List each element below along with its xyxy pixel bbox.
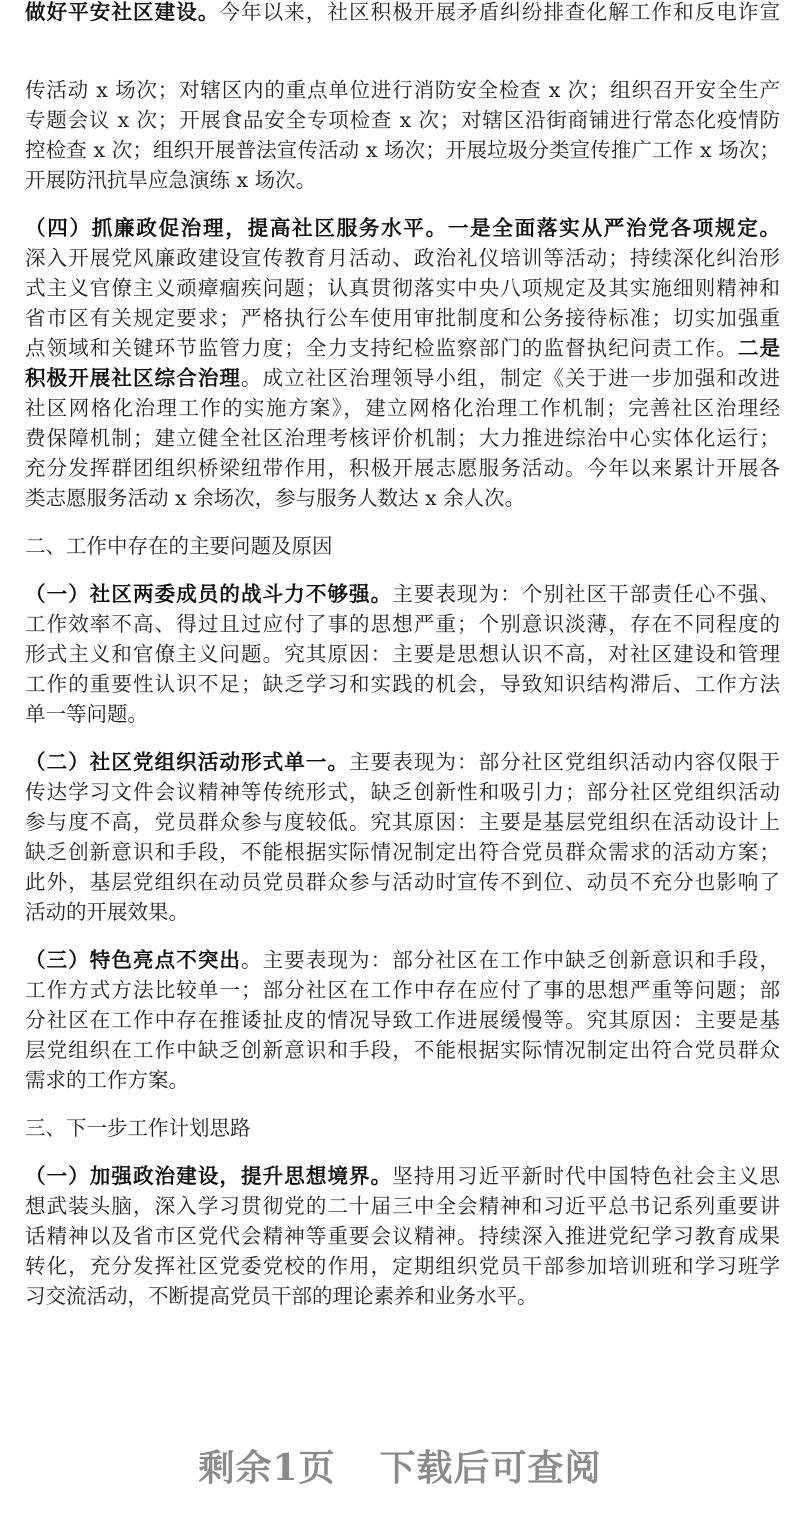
paragraph — [25, 1113, 780, 1143]
text-run: 专题会议 x 次；开展食品安全专项检查 x 次；对辖区沿街商铺进行常态化疫情防 — [25, 108, 780, 132]
text-run: 深入开展党风廉政建设宣传教育月活动、政治礼仪培训等活动；持续深化纠治形 — [25, 246, 780, 270]
text-run: 工作的重要性认识不足；缺乏学习和实践的机会，导致知识结构滞后、工作方法 — [25, 672, 780, 696]
text-line — [25, 945, 780, 975]
text-run: 单一等问题。 — [25, 702, 148, 726]
text-line — [25, 669, 780, 699]
text-run: 三、下一步工作计划思路 — [25, 1116, 251, 1140]
text-run: 点领域和关键环节监管力度；全力支持纪检监察部门的监督执纪问责工作。 — [25, 336, 738, 360]
download-prompt[interactable] — [0, 1446, 800, 1530]
remaining-pages-label: 剩余1页 — [198, 1447, 336, 1489]
text-run: 。主要表现为：部分社区在工作中缺乏创新意识和手段， — [241, 948, 781, 972]
text-line — [25, 273, 780, 303]
download-to-view-label: 下载后可查阅 — [379, 1447, 602, 1489]
text-run: 。成立社区治理领导小组，制定《关于进一步加强和改进 — [241, 366, 781, 390]
text-line — [25, 1191, 780, 1221]
text-line — [25, 165, 780, 195]
paragraph — [25, 213, 780, 513]
bold-text: （四）抓廉政促治理，提高社区服务水平。一是全面落实从严治党各项规定。 — [25, 216, 780, 240]
text-line — [25, 1281, 780, 1311]
text-line — [25, 1035, 780, 1065]
text-run: 习交流活动，不断提高党员干部的理论素养和业务水平。 — [25, 1284, 538, 1308]
text-run: 此外，基层党组织在动员党员群众参与活动时宣传不到位、动员不充分也影响了 — [25, 870, 780, 894]
bold-text: （一）社区两委成员的战斗力不够强。 — [25, 582, 393, 606]
text-run: 转化，充分发挥社区党委党校的作用，定期组织党员干部参加培训班和学习班学 — [25, 1254, 780, 1278]
text-line — [25, 135, 780, 165]
text-line — [25, 363, 780, 393]
text-run: 费保障机制；建立健全社区治理考核评价机制；大力推进综治中心实体化运行； — [25, 426, 780, 450]
text-run: 工作效率不高、得过且过应付了事的思想严重；个别意识淡薄，存在不同程度的 — [25, 612, 780, 636]
text-run: 今年以来，社区积极开展矛盾纠纷排查化解工作和反电诈宣 — [219, 0, 781, 24]
text-run: 话精神以及省市区党代会精神等重要会议精神。持续深入推进党纪学习教育成果 — [25, 1224, 780, 1248]
text-line — [25, 1161, 780, 1191]
text-run: 式主义官僚主义顽瘴痼疾问题；认真贯彻落实中央八项规定及其实施细则精神和 — [25, 276, 780, 300]
bold-text: （二）社区党组织活动形式单一。 — [25, 750, 350, 774]
text-line — [25, 897, 780, 927]
text-line — [25, 243, 780, 273]
bold-text: 二是 — [737, 336, 781, 360]
text-run: 需求的工作方案。 — [25, 1068, 189, 1092]
paragraph — [25, 945, 780, 1095]
text-run: 坚持用习近平新时代中国特色社会主义思 — [392, 1164, 780, 1188]
text-line — [25, 867, 780, 897]
text-run: 形式主义和官僚主义问题。究其原因：主要是思想认识不高，对社区建设和管理 — [25, 642, 780, 666]
bold-text: （一）加强政治建设，提升思想境界。 — [25, 1164, 393, 1188]
text-run: 主要表现为：部分社区党组织活动内容仅限于 — [349, 750, 781, 774]
text-run: 活动的开展效果。 — [25, 900, 189, 924]
bold-text: （三）特色亮点不突出 — [25, 948, 242, 972]
text-line — [25, 483, 780, 513]
text-run: 传活动 x 场次；对辖区内的重点单位进行消防安全检查 x 次；组织召开安全生产 — [25, 78, 780, 102]
bold-text: 积极开展社区综合治理 — [25, 366, 242, 390]
text-line — [25, 0, 780, 27]
paragraph — [25, 531, 780, 561]
text-line — [25, 531, 780, 561]
paragraph — [25, 1161, 780, 1311]
text-run: 社区网格化治理工作的实施方案》，建立网格化治理工作机制；完善社区治理经 — [25, 396, 780, 420]
text-run: 想武装头脑，深入学习贯彻党的二十届三中全会精神和习近平总书记系列重要讲 — [25, 1194, 780, 1218]
text-run: 缺乏创新意识和手段，不能根据实际情况制定出符合党员群众需求的活动方案； — [25, 840, 780, 864]
text-run: 工作方式方法比较单一；部分社区在工作中存在应付了事的思想严重等问题；部 — [25, 978, 780, 1002]
text-run: 传达学习文件会议精神等传统形式，缺乏创新性和吸引力；部分社区党组织活动 — [25, 780, 780, 804]
text-line — [25, 807, 780, 837]
text-run: 主要表现为：个别社区干部责任心不强、 — [392, 582, 780, 606]
text-line — [25, 213, 780, 243]
text-line — [25, 333, 780, 363]
text-run: 开展防汛抗旱应急演练 x 场次。 — [25, 168, 317, 192]
text-line — [25, 1251, 780, 1281]
paragraph — [25, 75, 780, 195]
text-line — [25, 609, 780, 639]
text-line — [25, 747, 780, 777]
text-run: 省市区有关规定要求；严格执行公车使用审批制度和公务接待标准；切实加强重 — [25, 306, 780, 330]
text-line — [25, 975, 780, 1005]
text-line — [25, 393, 780, 423]
text-line — [25, 1113, 780, 1143]
text-run: 充分发挥群团组织桥梁纽带作用，积极开展志愿服务活动。今年以来累计开展各 — [25, 456, 780, 480]
text-run: 分社区在工作中存在推诿扯皮的情况导致工作进展缓慢等。究其原因：主要是基 — [25, 1008, 780, 1032]
text-line — [25, 303, 780, 333]
text-run: 二、工作中存在的主要问题及原因 — [25, 534, 333, 558]
text-run: 参与度不高，党员群众参与度较低。究其原因：主要是基层党组织在活动设计上 — [25, 810, 780, 834]
text-run: 层党组织在工作中缺乏创新意识和手段，不能根据实际情况制定出符合党员群众 — [25, 1038, 780, 1062]
text-line — [25, 699, 780, 729]
text-line — [25, 1005, 780, 1035]
text-run: 类志愿服务活动 x 余场次，参与服务人数达 x 余人次。 — [25, 486, 526, 510]
bold-text: 做好平安社区建设。 — [25, 0, 220, 24]
text-line — [25, 105, 780, 135]
paragraph — [25, 0, 780, 27]
text-line — [25, 423, 780, 453]
text-line — [25, 1221, 780, 1251]
text-line — [25, 639, 780, 669]
text-line — [25, 453, 780, 483]
paragraph — [25, 579, 780, 729]
text-line — [25, 837, 780, 867]
text-line — [25, 579, 780, 609]
text-line — [25, 1065, 780, 1095]
text-line — [25, 75, 780, 105]
text-line — [25, 777, 780, 807]
paragraph — [25, 747, 780, 927]
text-run: 控检查 x 次；组织开展普法宣传活动 x 场次；开展垃圾分类宣传推广工作 x 场次； — [25, 138, 780, 162]
